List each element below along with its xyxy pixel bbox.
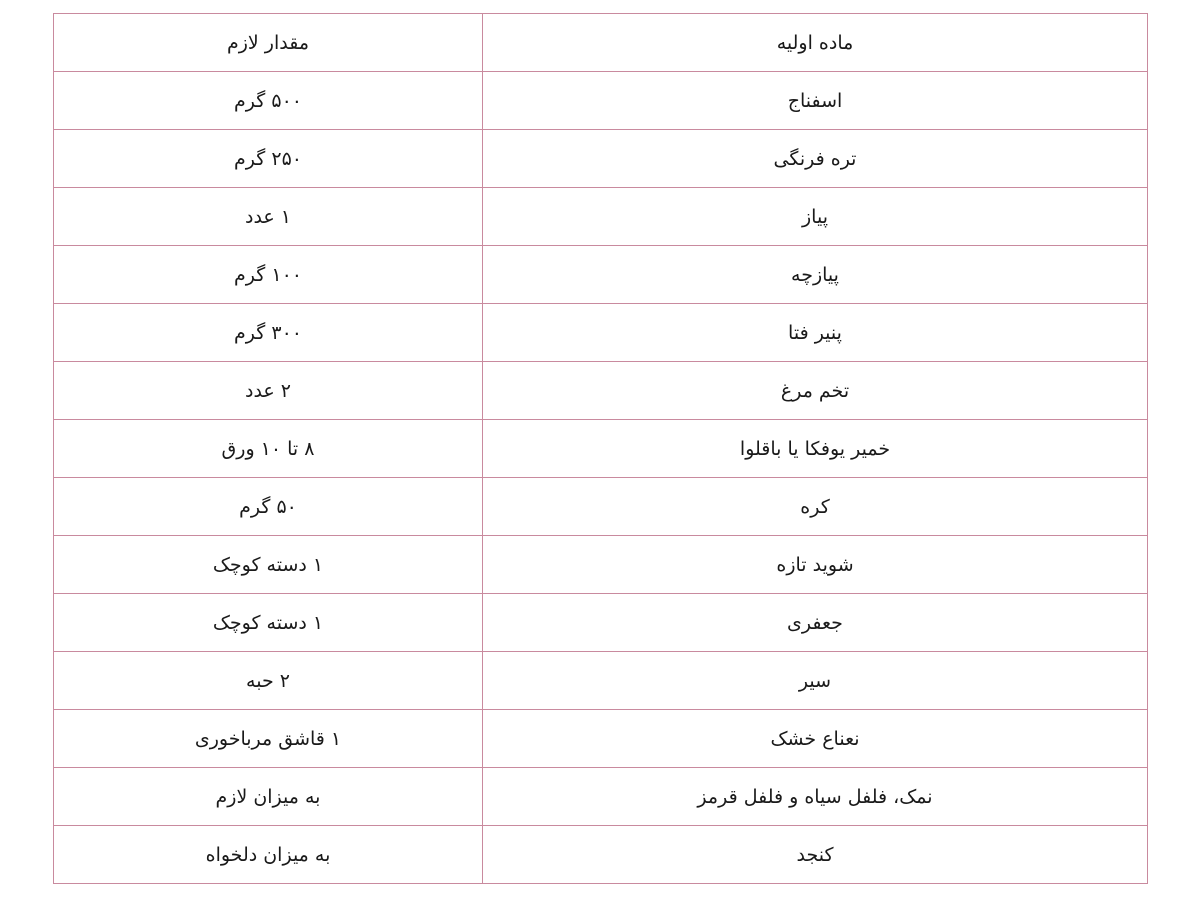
amount-cell: به میزان دلخواه bbox=[54, 826, 483, 884]
table-row bbox=[54, 594, 1148, 652]
header-ingredient: ماده اولیه bbox=[483, 14, 1148, 72]
table-row bbox=[54, 362, 1148, 420]
table-row bbox=[54, 130, 1148, 188]
ingredient-cell: پیاز bbox=[483, 188, 1148, 246]
table-row bbox=[54, 710, 1148, 768]
table-row bbox=[54, 72, 1148, 130]
ingredient-cell: نمک، فلفل سیاه و فلفل قرمز bbox=[483, 768, 1148, 826]
amount-cell: ۱ دسته کوچک bbox=[54, 594, 483, 652]
ingredient-cell: تخم مرغ bbox=[483, 362, 1148, 420]
ingredient-cell: شوید تازه bbox=[483, 536, 1148, 594]
amount-cell: ۸ تا ۱۰ ورق bbox=[54, 420, 483, 478]
ingredient-cell: پیازچه bbox=[483, 246, 1148, 304]
amount-cell: ۲ حبه bbox=[54, 652, 483, 710]
table-row bbox=[54, 536, 1148, 594]
amount-cell: ۵۰ گرم bbox=[54, 478, 483, 536]
table-row bbox=[54, 652, 1148, 710]
ingredient-cell: سیر bbox=[483, 652, 1148, 710]
ingredient-cell: جعفری bbox=[483, 594, 1148, 652]
header-amount: مقدار لازم bbox=[54, 14, 483, 72]
amount-cell: ۱۰۰ گرم bbox=[54, 246, 483, 304]
ingredient-cell: کنجد bbox=[483, 826, 1148, 884]
table-row bbox=[54, 768, 1148, 826]
table-row bbox=[54, 188, 1148, 246]
amount-cell: ۱ دسته کوچک bbox=[54, 536, 483, 594]
ingredient-cell: خمیر یوفکا یا باقلوا bbox=[483, 420, 1148, 478]
table-row bbox=[54, 826, 1148, 884]
table-body bbox=[54, 14, 1148, 884]
ingredient-cell: اسفناج bbox=[483, 72, 1148, 130]
amount-cell: ۳۰۰ گرم bbox=[54, 304, 483, 362]
amount-cell: ۲ عدد bbox=[54, 362, 483, 420]
amount-cell: ۱ عدد bbox=[54, 188, 483, 246]
table-row bbox=[54, 478, 1148, 536]
ingredient-cell: تره فرنگی bbox=[483, 130, 1148, 188]
ingredient-cell: نعناع خشک bbox=[483, 710, 1148, 768]
amount-cell: ۵۰۰ گرم bbox=[54, 72, 483, 130]
ingredient-cell: کره bbox=[483, 478, 1148, 536]
amount-cell: به میزان لازم bbox=[54, 768, 483, 826]
amount-cell: ۱ قاشق مرباخوری bbox=[54, 710, 483, 768]
ingredient-cell: پنیر فتا bbox=[483, 304, 1148, 362]
table-row bbox=[54, 304, 1148, 362]
ingredients-table bbox=[53, 13, 1148, 884]
table-row bbox=[54, 420, 1148, 478]
table-header-row bbox=[54, 14, 1148, 72]
amount-cell: ۲۵۰ گرم bbox=[54, 130, 483, 188]
table-row bbox=[54, 246, 1148, 304]
